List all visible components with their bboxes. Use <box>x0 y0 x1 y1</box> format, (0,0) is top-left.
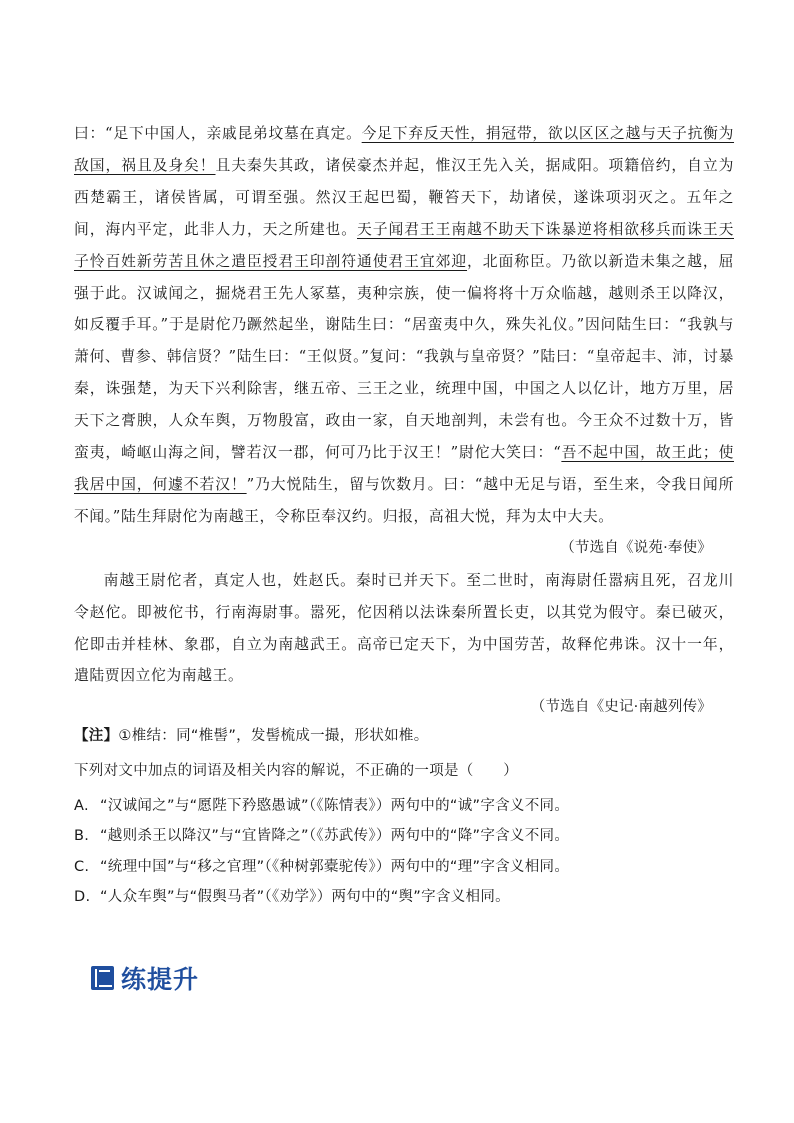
underlined-sentence-1: 今足下弃反天性，捐冠带，欲以区区之越与天子抗衡为敌国，祸且及身矣！ <box>74 125 735 174</box>
passage-text: 且夫秦失其政，诸侯豪杰并起，惟汉王先入关，据咸阳。项籍倍约，自立为西楚霸王，诸侯皆属，可谓至强。然汉王起巴蜀，鞭笞天下，劫诸侯，遂诛项羽灭之。五年之间，海内平定，此非人力，天之所建也。 <box>74 156 734 238</box>
passage-text: 曰：“足下中国人，亲戚昆弟坟墓在真定。 <box>74 125 362 142</box>
answer-options <box>74 791 734 913</box>
source-citation-shuoyuan: （节选自《说苑·奉使》 <box>560 539 712 556</box>
passage-shuoyuan-paragraph <box>74 118 734 533</box>
note-text: ①椎结：同“椎髻”，发髻梳成一撮，形状如椎。 <box>118 728 429 744</box>
option-text: “人众车舆”与“假舆马者”（《劝学》）两句中的“舆”字含义相同。 <box>100 889 510 906</box>
section-heading <box>90 958 199 998</box>
note-label: 【注】 <box>74 728 119 744</box>
option-d[interactable] <box>74 882 734 912</box>
source-citation-shiji: （节选自《史记·南越列传》 <box>530 699 712 716</box>
option-letter: B. <box>74 828 90 845</box>
option-c[interactable] <box>74 852 734 882</box>
option-letter: A. <box>74 798 89 814</box>
option-text: “汉诚闻之”与“愿陛下矜愍愚诚”（《陈情表》）两句中的“诚”字含义不同。 <box>100 798 570 814</box>
annotation-note <box>74 721 734 751</box>
option-b[interactable] <box>74 821 734 851</box>
option-a[interactable] <box>74 791 734 821</box>
passage-text: ”乃大悦陆生，留与饮数月。曰：“越中无足与语，至生来，令我日闻所不闻。”陆生拜尉佗为南越王，令称臣奉汉约。归报，高祖大悦，拜为太中大夫。 <box>74 475 734 525</box>
option-text: “统理中国”与“移之官理”（《种树郭橐驼传》）两句中的“理”字含义相同。 <box>100 858 570 875</box>
passage-shiji: 南越王尉佗者，真定人也，姓赵氏。秦时已并天下。至二世时，南海尉任嚣病且死，召龙川令赵佗。即被佗书，行南海尉事。嚣死，佗因稍以法诛秦所置长吏，以其党为假守。秦已破灭，佗即击并桂林、象郡，自立为南越武王。高帝已定天下，为中国劳苦，故释佗弗诛。汉十一年，遣陆贾因立佗为南越王。 <box>74 571 734 685</box>
option-text: “越则杀王以降汉”与“宜皆降之”（《苏武传》）两句中的“降”字含义不同。 <box>100 828 570 845</box>
passage-text: ，北面称臣。乃欲以新造未集之越，屈强于此。汉诚闻之，掘烧君王先人冢墓，夷种宗族，使一偏将将十万众临越，越则杀王以降汉，如反覆手耳。”于是尉佗乃蹶然起坐，谢陆生曰：“居蛮夷中久，殊失礼仪。”因问陆生曰：“我孰与萧何、曹参、韩信贤？”陆生曰：“王似贤。”复问：“我孰与皇帝贤？”陆曰：“皇帝起丰、沛，讨暴秦，诛强楚，为天下兴利除害，继五帝、三王之业，统理中国，中国之人以亿计，地方万里，居天下之膏腴，人众车舆，万物殷富，政由一家，自天地剖判，未尝有也。今王众不过数十万，皆蛮夷，崎岖山海之间，譬若汉一郡，何可乃比于汉王！”尉佗大笑曰：“ <box>74 252 734 462</box>
section-title: 练提升 <box>121 965 200 994</box>
passage-shuoyuan <box>74 118 734 724</box>
underlined-sentence-2: 天子闻君王王南越不助天下诛暴逆将相欲移兵而诛王天子怜百姓新劳苦且休之遣臣授君王印剖符通使君王宜郊迎 <box>74 220 734 270</box>
question-stem: 下列对文中加点的词语及相关内容的解说，不正确的一项是（ ） <box>74 763 518 779</box>
option-letter: D. <box>74 889 91 906</box>
underlined-sentence-3: 吾不起中国，故王此；使我居中国，何遽不若汉！ <box>74 444 734 493</box>
option-letter: C. <box>74 858 90 875</box>
book-icon <box>90 965 115 991</box>
